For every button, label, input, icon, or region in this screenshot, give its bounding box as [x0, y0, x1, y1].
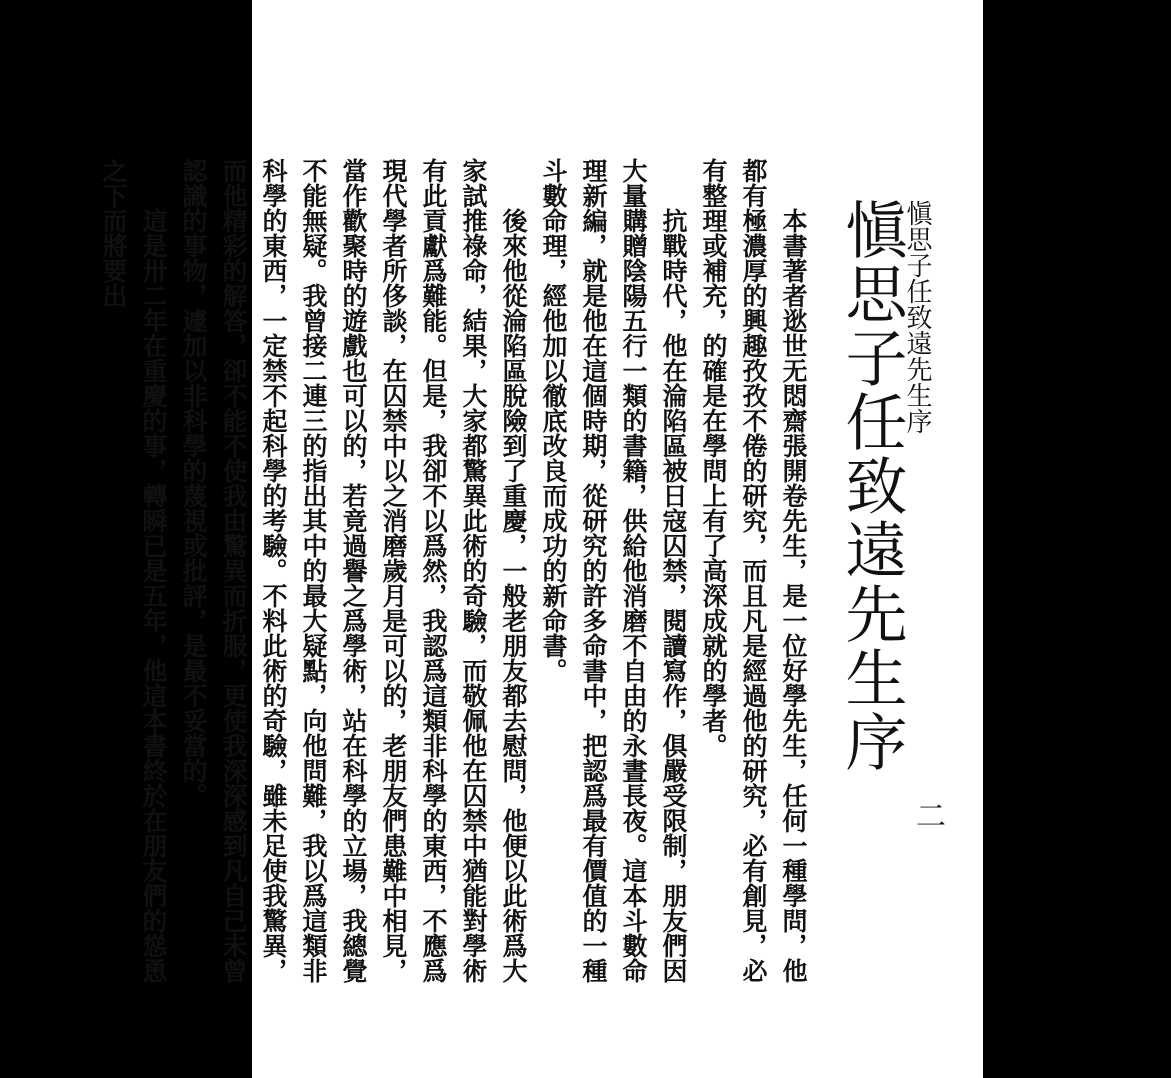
running-header: 愼思子任致遠先生序 [902, 200, 932, 434]
paragraph-4: 這是卅二年在重慶的事，轉瞬已是五年，他這本書終於在朋友們的慫恿之下而將要出 [99, 158, 168, 983]
body-text [93, 158, 813, 998]
paragraph-3: 後來他從淪陷區脫險到了重慶，一般老朋友都去慰問，他便以此術爲大家試推祿命，結果，大家都驚異此術的奇驗，而敬佩他在囚禁中猶能對學術有此貢獻爲難能。但是，我卻不以爲然，我認爲這類非科學的東西，不應爲現代學者所侈談，在囚禁中以之消磨歲月是可以的，老朋友們患難中相見，當作歡聚時的遊戲也可以的，若竟過譽之爲學術，站在科學的立場，我總覺不能無疑。我曾接二連三的指出其中的最大疑點，向他問難，我以爲這類非科學的東西，一定禁不起科學的考驗。不料此術的奇驗，雖未足使我驚異，而他精彩的解答，卻不能不使我由驚異而折服，更使我深深感到凡自己未曾認識的事物，遽加以非科學的蔑視或批評，是最不妥當的。 [179, 158, 528, 983]
document-page [99, 0, 983, 1078]
page-title: 愼思子任致遠先生序 [835, 198, 908, 774]
paragraph-1: 本書著者逖世无悶齋張開卷先生，是一位好學先生，任何一種學問，他都有極濃厚的興趣孜孜不倦的研究，而且凡是經過他的研究，必有創見，必有整理或補充，的確是在學問上有了高深成就的學者。 [699, 158, 808, 983]
paragraph-2: 抗戰時代，他在淪陷區被日寇囚禁，閱讀寫作，俱嚴受限制，朋友們因大量購贈陰陽五行一類的書籍，供給他消磨不自由的永晝長夜。這本斗數命理新編，就是他在這個時期，從研究的許多命書中，把認爲最有價值的一種斗數命理，經他加以徹底改良而成功的新命書。 [539, 158, 688, 983]
page-number: 二 [910, 800, 945, 830]
